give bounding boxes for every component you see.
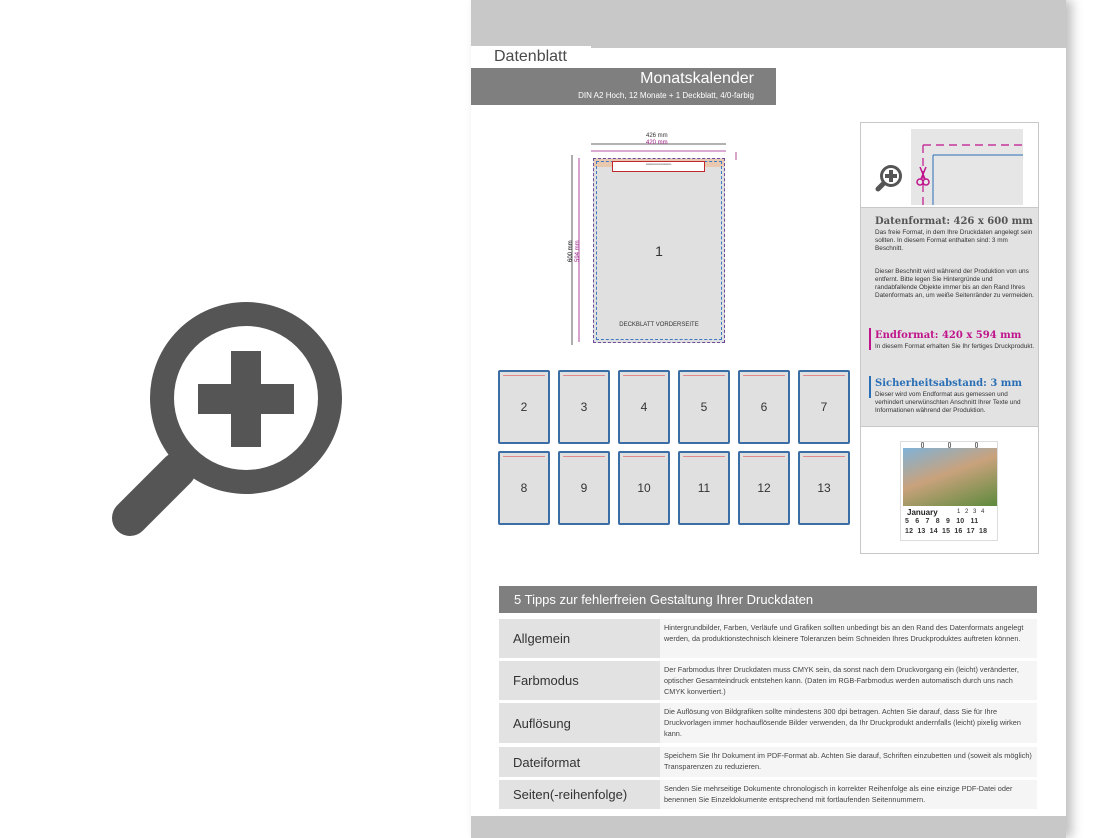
tip-label: Seiten(-reihenfolge) bbox=[499, 780, 660, 809]
scissors-icon bbox=[916, 165, 930, 187]
tip-text: Der Farbmodus Ihrer Druckdaten muss CMYK sein, da sonst nach dem Druckvorgang ein (leicht) veränderter, optischer Gesamteindruck entstehen kann. (Daten im RGB-Farbmodus werden automatisch durch uns nach CMYK konvertiert.) bbox=[664, 665, 1019, 696]
cover-caption: DECKBLATT VORDERSEITE bbox=[619, 322, 699, 328]
width-inner-label: 420 mm bbox=[646, 140, 668, 146]
month-page[interactable] bbox=[738, 451, 790, 525]
datenformat-text-2: Dieser Beschnitt wird während der Produktion von uns entfernt. Bitte legen Sie Hintergründe und randabfallende Objekte immer bis an den Rand Ihres Datenformats an, um weiße Seitenränder zu vermeiden. bbox=[875, 268, 1034, 299]
month-page-number: 8 bbox=[520, 481, 528, 495]
tip-row bbox=[499, 661, 1037, 700]
month-page[interactable] bbox=[498, 370, 550, 444]
month-page[interactable] bbox=[798, 370, 850, 444]
month-page-number: 9 bbox=[580, 481, 588, 495]
calendar-days-row: 5 6 7 8 9 10 11 bbox=[905, 518, 979, 525]
month-page[interactable] bbox=[678, 451, 730, 525]
tip-label: Farbmodus bbox=[499, 661, 660, 700]
calendar-days bbox=[905, 518, 997, 535]
info-panel bbox=[860, 122, 1039, 554]
month-page-number: 11 bbox=[697, 481, 711, 495]
data-sheet-page bbox=[471, 0, 1066, 838]
month-page-number: 6 bbox=[760, 400, 768, 414]
month-page-number: 5 bbox=[700, 400, 708, 414]
sheet-bottom-band bbox=[471, 816, 1066, 838]
tip-label: Dateiformat bbox=[499, 747, 660, 777]
month-page[interactable] bbox=[558, 451, 610, 525]
sicherheit-text: Dieser wird vom Endformat aus gemessen und verhindert unerwünschten Anschnitt Ihrer Texte und Informationen während der Produktion. bbox=[875, 391, 1021, 414]
month-page[interactable] bbox=[498, 451, 550, 525]
height-inner-label: 594 mm bbox=[575, 240, 581, 262]
calendar-header-box: ▪▪▪▪▪▪▪▪▪▪▪▪▪▪▪▪▪▪▪▪▪▪▪▪ bbox=[612, 161, 705, 172]
tip-text: Hintergrundbilder, Farben, Verläufe und Grafiken sollten unbedingt bis an den Rand des Datenformats angelegt werden, da produktionstechnisch kleinere Toleranzen beim Schneiden Ihres Druckproduktes auftreten können. bbox=[664, 623, 1024, 643]
month-page[interactable] bbox=[618, 370, 670, 444]
format-info bbox=[861, 207, 1038, 427]
sicherheit-marker bbox=[869, 376, 871, 398]
cover-page[interactable] bbox=[593, 158, 725, 343]
corner-detail bbox=[861, 123, 1038, 207]
calendar-photo bbox=[903, 448, 997, 506]
sheet-title: Monatskalender bbox=[640, 70, 754, 87]
tip-label: Allgemein bbox=[499, 619, 660, 658]
width-outer-label: 426 mm bbox=[646, 133, 668, 139]
tip-text: Senden Sie mehrseitige Dokumente chronologisch in korrekter Reihenfolge als eine einzige PDF-Datei oder benennen Sie Einzeldokumente entsprechend mit fortlaufenden Seitennummern. bbox=[664, 784, 1013, 804]
month-page[interactable] bbox=[558, 370, 610, 444]
sheet-subtitle: DIN A2 Hoch, 12 Monate + 1 Deckblatt, 4/0-farbig bbox=[578, 91, 754, 100]
month-page-number: 7 bbox=[820, 400, 828, 414]
month-page[interactable] bbox=[738, 370, 790, 444]
sicherheit-title: Sicherheitsabstand: 3 mm bbox=[875, 378, 1022, 389]
month-page-number: 4 bbox=[640, 400, 648, 414]
tip-text: Die Auflösung von Bildgrafiken sollte mindestens 300 dpi betragen. Achten Sie darauf, dass Sie für Ihre Druckvorlagen immer hochauflösende Bilder verwenden, da Ihr Druckprodukt andernfalls (leicht) pixelig wirken kann. bbox=[664, 707, 1021, 738]
month-page-number: 12 bbox=[757, 481, 771, 495]
month-page[interactable] bbox=[678, 370, 730, 444]
tip-text: Speichern Sie Ihr Dokument im PDF-Format ab. Achten Sie darauf, Schriften einzubetten und (soweit als möglich) Transparenzen zu reduzieren. bbox=[664, 751, 1032, 771]
height-outer-label: 600 mm bbox=[568, 240, 574, 262]
zoom-in-icon bbox=[874, 163, 904, 193]
month-page-number: 10 bbox=[637, 481, 651, 495]
sheet-tab-label: Datenblatt bbox=[471, 46, 591, 68]
endformat-text: In diesem Format erhalten Sie Ihr fertiges Druckprodukt. bbox=[875, 343, 1035, 350]
tip-row bbox=[499, 780, 1037, 809]
datenformat-text-1: Das freie Format, in dem Ihre Druckdaten angelegt sein sollten. In diesem Format enthalten sind: 3 mm Beschnitt. bbox=[875, 229, 1033, 252]
month-page-number: 13 bbox=[817, 481, 831, 495]
cover-page-number: 1 bbox=[655, 243, 663, 259]
calendar-preview-image bbox=[900, 441, 998, 541]
month-page[interactable] bbox=[798, 451, 850, 525]
calendar-days-row: 12 13 14 15 16 17 18 bbox=[905, 528, 988, 535]
month-page-number: 3 bbox=[580, 400, 588, 414]
tip-row bbox=[499, 703, 1037, 743]
datenformat-title: Datenformat: 426 x 600 mm bbox=[875, 216, 1033, 227]
title-band bbox=[471, 68, 776, 105]
endformat-marker bbox=[869, 328, 871, 350]
month-page-number: 2 bbox=[520, 400, 528, 414]
calendar-month-label: January bbox=[907, 508, 938, 517]
tip-label: Auflösung bbox=[499, 703, 660, 743]
tip-row bbox=[499, 747, 1037, 777]
month-page[interactable] bbox=[618, 451, 670, 525]
zoom-in-icon[interactable] bbox=[100, 285, 360, 550]
calendar-days-top: 1 2 3 4 bbox=[957, 509, 985, 515]
tips-header: 5 Tipps zur fehlerfreien Gestaltung Ihrer Druckdaten bbox=[499, 586, 1037, 613]
sheet-top-band bbox=[471, 0, 1066, 48]
endformat-title: Endformat: 420 x 594 mm bbox=[875, 330, 1022, 341]
tip-row bbox=[499, 619, 1037, 658]
